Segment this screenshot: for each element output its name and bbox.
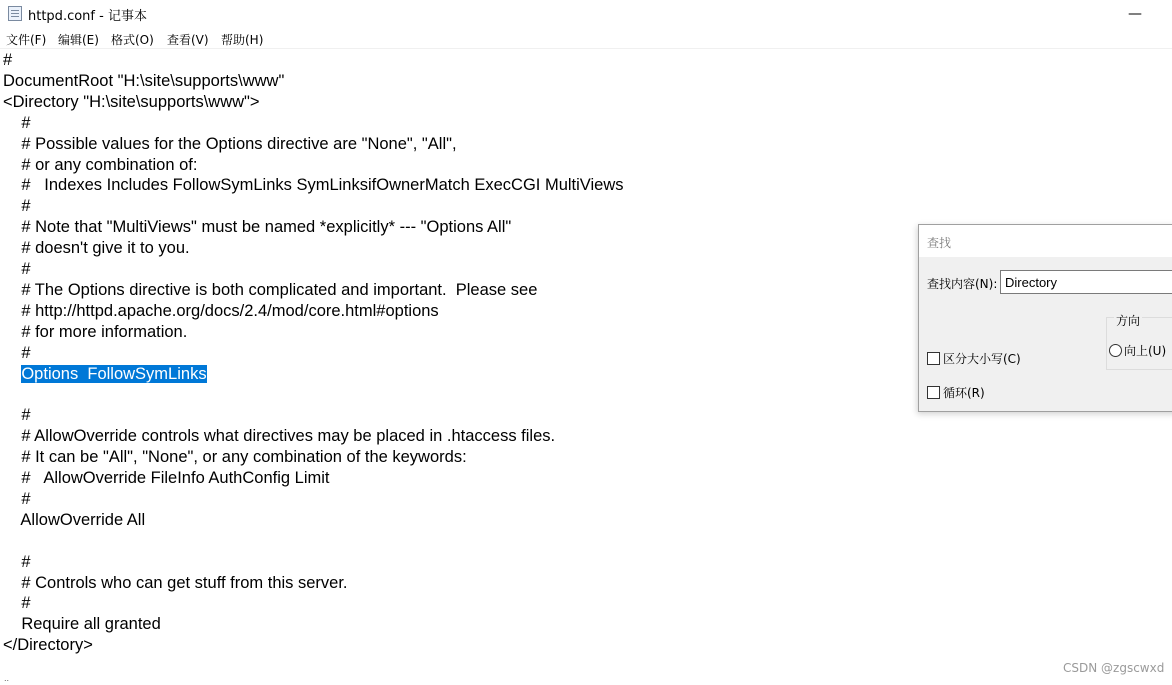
match-case-label: 区分大小写(C) bbox=[943, 352, 1021, 366]
text-line: # bbox=[3, 51, 13, 69]
menu-help[interactable]: 帮助(H) bbox=[221, 33, 264, 47]
text-line: # bbox=[3, 113, 31, 132]
text-line: # Controls who can get stuff from this server. bbox=[3, 573, 348, 592]
window-title: httpd.conf - 记事本 bbox=[28, 9, 147, 24]
text-line: # The Options directive is both complicated and important. Please see bbox=[3, 280, 538, 299]
selected-text: Options FollowSymLinks bbox=[21, 364, 207, 383]
text-line: Require all granted bbox=[3, 615, 161, 634]
menu-view[interactable]: 查看(V) bbox=[167, 33, 209, 47]
direction-label: 方向 bbox=[1116, 314, 1141, 328]
title-bar bbox=[0, 0, 1172, 28]
wrap-label: 循环(R) bbox=[943, 386, 985, 400]
menu-bar bbox=[0, 28, 1172, 49]
scroll-indicator: .. bbox=[4, 674, 10, 683]
menu-edit[interactable]: 编辑(E) bbox=[58, 33, 99, 47]
text-line: # bbox=[3, 343, 31, 362]
text-line: <Directory "H:\site\supports\www"> bbox=[3, 92, 260, 111]
direction-up-option[interactable] bbox=[1109, 342, 1166, 359]
text-line: # Indexes Includes FollowSymLinks SymLinksifOwnerMatch ExecCGI MultiViews bbox=[3, 176, 624, 195]
text-line: </Directory> bbox=[3, 636, 93, 655]
menu-format[interactable]: 格式(O) bbox=[111, 33, 154, 47]
text-line: AllowOverride All bbox=[3, 510, 146, 529]
minimize-button[interactable]: — bbox=[1128, 6, 1142, 22]
text-line: # AllowOverride controls what directives may be placed in .htaccess files. bbox=[3, 427, 556, 446]
wrap-option[interactable] bbox=[927, 384, 985, 401]
text-line: DocumentRoot "H:\site\supports\www" bbox=[3, 71, 285, 90]
notepad-icon bbox=[8, 6, 22, 21]
direction-up-label: 向上(U) bbox=[1124, 344, 1167, 358]
checkbox-icon[interactable] bbox=[927, 352, 940, 365]
find-label: 查找内容(N): bbox=[927, 277, 998, 291]
checkbox-icon[interactable] bbox=[927, 386, 940, 399]
text-line bbox=[3, 364, 207, 385]
text-line: # bbox=[3, 489, 31, 508]
text-line: # or any combination of: bbox=[3, 155, 198, 174]
text-line: # bbox=[3, 594, 31, 613]
text-line: # bbox=[3, 260, 31, 278]
text-line: # http://httpd.apache.org/docs/2.4/mod/core.html#options bbox=[3, 301, 439, 320]
text-line: # for more information. bbox=[3, 322, 188, 341]
find-dialog-title: 查找 bbox=[927, 236, 952, 250]
text-line: # It can be "All", "None", or any combination of the keywords: bbox=[3, 448, 467, 467]
text-line: # Note that "MultiViews" must be named *explicitly* --- "Options All" bbox=[3, 218, 512, 237]
text-line: # bbox=[3, 406, 31, 425]
text-line: # bbox=[3, 197, 31, 216]
watermark: CSDN @zgscwxd bbox=[1063, 661, 1165, 675]
text-line: # bbox=[3, 552, 31, 571]
find-input[interactable] bbox=[1000, 270, 1172, 294]
text-line: # AllowOverride FileInfo AuthConfig Limit bbox=[3, 469, 330, 487]
menu-file[interactable]: 文件(F) bbox=[6, 33, 47, 47]
find-dialog-titlebar[interactable] bbox=[919, 225, 1172, 257]
text-line: # Possible values for the Options directive are "None", "All", bbox=[3, 134, 457, 153]
radio-icon[interactable] bbox=[1109, 344, 1122, 357]
find-dialog bbox=[918, 224, 1172, 412]
match-case-option[interactable] bbox=[927, 350, 1021, 367]
text-line: # doesn't give it to you. bbox=[3, 239, 190, 258]
